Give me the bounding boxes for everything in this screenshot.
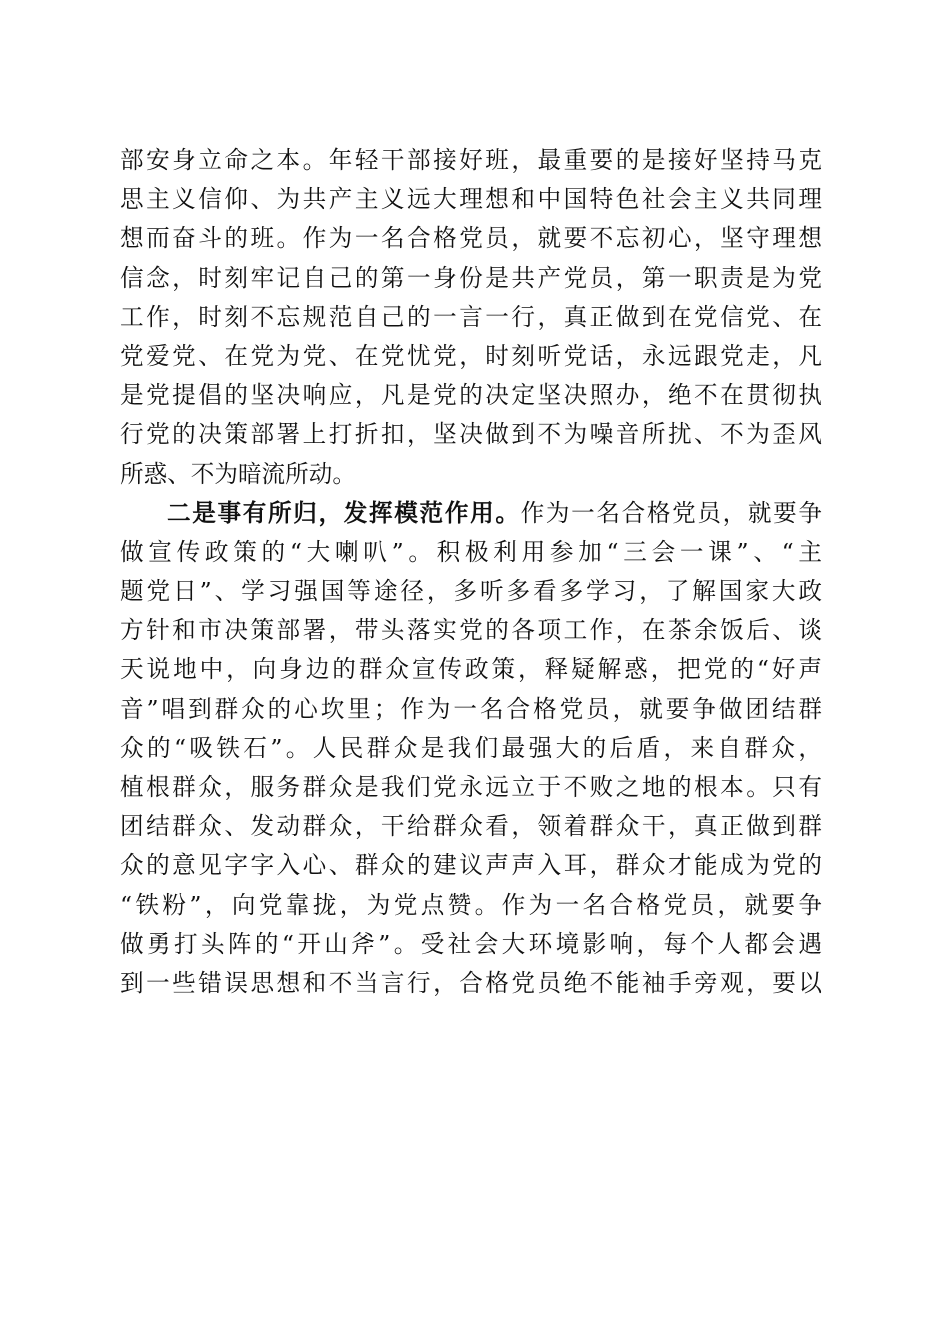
paragraph-2 [120,494,822,1003]
text-line: 行党的决策部署上打折扣，坚决做到不为噪音所扰、不为歪风 [120,420,822,449]
text-line: 方针和市决策部署，带头落实党的各项工作，在茶余饭后、谈 [120,616,822,645]
text-line: 到一些错误思想和不当言行，合格党员绝不能袖手旁观，要以 [120,968,822,997]
text-line: 众的“吸铁石”。人民群众是我们最强大的后盾，来自群众， [120,733,822,762]
text-line: 音”唱到群众的心坎里；作为一名合格党员，就要争做团结群 [120,694,822,723]
paragraph-2-lead-heading: 二是事有所归，发挥模范作用。 [167,498,521,527]
text-line: 植根群众，服务群众是我们党永远立于不败之地的根本。只有 [120,773,822,801]
text-line: 是党提倡的坚决响应，凡是党的决定坚决照办，绝不在贯彻执 [120,381,822,410]
text-line: 天说地中，向身边的群众宣传政策，释疑解惑，把党的“好声 [120,655,822,684]
body-text [120,141,822,1003]
text-line: 部安身立命之本。年轻干部接好班，最重要的是接好坚持马克 [120,146,822,174]
paragraph-2-first-line-rest: 作为一名合格党员，就要争 [520,498,823,527]
text-line: 想而奋斗的班。作为一名合格党员，就要不忘初心，坚守理想 [120,224,822,253]
text-line: 党爱党、在党为党、在党忧党，时刻听党话，永远跟党走，凡 [120,341,822,370]
text-line: 所惑、不为暗流所动。 [120,459,356,488]
paragraph-1 [120,141,822,494]
text-line: 工作，时刻不忘规范自己的一言一行，真正做到在党信党、在 [120,302,822,331]
text-line: 思主义信仰、为共产主义远大理想和中国特色社会主义共同理 [120,185,822,214]
text-line: 题党日”、学习强国等途径，多听多看多学习，了解国家大政 [120,577,822,606]
text-line: 众的意见字字入心、群众的建议声声入耳，群众才能成为党的 [120,851,822,880]
text-line: 做勇打头阵的“开山斧”。受社会大环境影响，每个人都会遇 [120,929,822,958]
paragraph-2-first-line [120,494,822,533]
text-line: “铁粉”，向党靠拢，为党点赞。作为一名合格党员，就要争 [120,890,822,919]
text-line: 信念，时刻牢记自己的第一身份是共产党员，第一职责是为党 [120,263,822,292]
text-line: 做宣传政策的“大喇叭”。积极利用参加“三会一课”、“主 [120,537,822,566]
text-line: 团结群众、发动群众，干给群众看，领着群众干，真正做到群 [120,812,822,841]
